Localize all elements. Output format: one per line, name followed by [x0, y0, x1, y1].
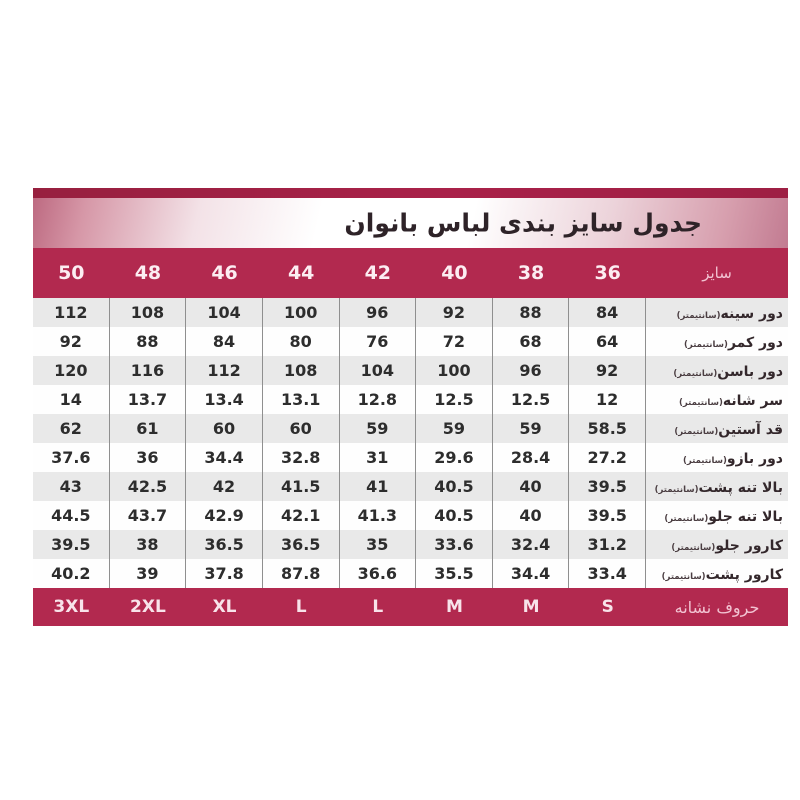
value-cell: 104 — [186, 298, 263, 327]
table-footer-row — [33, 588, 788, 626]
footer-letter-cell: M — [522, 597, 540, 617]
table-header-row — [33, 248, 788, 298]
value-cell: 43.7 — [110, 501, 187, 530]
value-cell: 39 — [110, 559, 187, 588]
row-label-cell — [646, 443, 788, 472]
value-cell: 72 — [416, 327, 493, 356]
row-label: دور سینه — [720, 306, 783, 322]
row-label-cell — [646, 327, 788, 356]
table-title: جدول سایز بندی لباس بانوان — [344, 208, 702, 238]
row-label-cell — [646, 530, 788, 559]
row-unit: (سانتیمتر) — [654, 485, 699, 495]
row-unit: (سانتیمتر) — [674, 427, 719, 437]
header-size-cell: 42 — [364, 262, 392, 284]
value-cell: 100 — [416, 356, 493, 385]
table-body — [33, 298, 788, 588]
header-size-cell: 48 — [134, 262, 162, 284]
row-label: قد آستین — [718, 422, 783, 438]
value-cell: 13.1 — [263, 385, 340, 414]
footer-letter-cell: 3XL — [53, 597, 90, 617]
value-cell: 12.5 — [416, 385, 493, 414]
value-cell: 112 — [33, 298, 110, 327]
row-unit: (سانتیمتر) — [673, 369, 718, 379]
value-cell: 59 — [340, 414, 417, 443]
value-cell: 13.7 — [110, 385, 187, 414]
table-row — [33, 356, 788, 385]
row-label: کارور جلو — [715, 538, 783, 554]
table-row — [33, 385, 788, 414]
row-label: دور باسن — [717, 364, 783, 380]
value-cell: 36 — [110, 443, 187, 472]
value-cell: 92 — [416, 298, 493, 327]
value-cell: 36.6 — [340, 559, 417, 588]
value-cell: 29.6 — [416, 443, 493, 472]
value-cell: 112 — [186, 356, 263, 385]
row-label: بالا تنه پشت — [698, 480, 783, 496]
value-cell: 100 — [263, 298, 340, 327]
header-size-cell: 40 — [441, 262, 468, 284]
row-unit: (سانتیمتر) — [684, 340, 728, 350]
value-cell: 104 — [340, 356, 417, 385]
value-cell: 37.8 — [186, 559, 263, 588]
size-header-label: سایز — [702, 264, 732, 282]
row-label-cell — [646, 559, 788, 588]
value-cell: 108 — [110, 298, 187, 327]
value-cell: 42.9 — [186, 501, 263, 530]
value-cell: 40.5 — [416, 472, 493, 501]
value-cell: 116 — [110, 356, 187, 385]
value-cell: 41.3 — [340, 501, 417, 530]
value-cell: 40 — [493, 472, 570, 501]
value-cell: 42.1 — [263, 501, 340, 530]
value-cell: 108 — [263, 356, 340, 385]
row-unit: (سانتیمتر) — [664, 514, 709, 524]
value-cell: 87.8 — [263, 559, 340, 588]
table-top-border — [33, 188, 788, 198]
value-cell: 42.5 — [110, 472, 187, 501]
value-cell: 42 — [186, 472, 263, 501]
table-title-band — [33, 198, 788, 248]
value-cell: 36.5 — [186, 530, 263, 559]
value-cell: 88 — [493, 298, 570, 327]
value-cell: 92 — [569, 356, 646, 385]
row-label-cell — [646, 385, 788, 414]
value-cell: 40 — [493, 501, 570, 530]
value-cell: 84 — [569, 298, 646, 327]
value-cell: 35.5 — [416, 559, 493, 588]
row-unit: (سانتیمتر) — [676, 311, 721, 321]
value-cell: 31 — [340, 443, 417, 472]
letters-header-label: حروف نشانه — [674, 597, 760, 617]
footer-letter-cell: L — [372, 597, 384, 617]
value-cell: 68 — [493, 327, 570, 356]
value-cell: 27.2 — [569, 443, 646, 472]
value-cell: 44.5 — [33, 501, 110, 530]
footer-letter-cell: S — [601, 597, 614, 617]
row-label: دور کمر — [727, 335, 783, 351]
value-cell: 12.8 — [340, 385, 417, 414]
value-cell: 96 — [340, 298, 417, 327]
row-label-cell — [646, 298, 788, 327]
value-cell: 12 — [569, 385, 646, 414]
size-chart-table — [33, 188, 788, 626]
row-unit: (سانتیمتر) — [661, 572, 706, 582]
value-cell: 14 — [33, 385, 110, 414]
value-cell: 38 — [110, 530, 187, 559]
table-row — [33, 327, 788, 356]
row-label-cell — [646, 472, 788, 501]
table-row — [33, 472, 788, 501]
value-cell: 41 — [340, 472, 417, 501]
value-cell: 39.5 — [569, 472, 646, 501]
footer-letter-cell: XL — [212, 597, 237, 617]
value-cell: 13.4 — [186, 385, 263, 414]
row-label-cell — [646, 356, 788, 385]
value-cell: 64 — [569, 327, 646, 356]
value-cell: 31.2 — [569, 530, 646, 559]
value-cell: 12.5 — [493, 385, 570, 414]
value-cell: 76 — [340, 327, 417, 356]
value-cell: 62 — [33, 414, 110, 443]
footer-letter-cell: L — [295, 597, 307, 617]
value-cell: 39.5 — [569, 501, 646, 530]
header-size-cell: 36 — [594, 262, 621, 284]
table-row — [33, 443, 788, 472]
header-size-cell: 38 — [517, 262, 545, 284]
table-row — [33, 501, 788, 530]
value-cell: 60 — [263, 414, 340, 443]
value-cell: 40.2 — [33, 559, 110, 588]
value-cell: 80 — [263, 327, 340, 356]
row-label: سر شانه — [722, 393, 783, 409]
value-cell: 96 — [493, 356, 570, 385]
value-cell: 84 — [186, 327, 263, 356]
value-cell: 34.4 — [493, 559, 570, 588]
table-row — [33, 414, 788, 443]
value-cell: 59 — [493, 414, 570, 443]
value-cell: 59 — [416, 414, 493, 443]
row-label: بالا تنه جلو — [708, 509, 783, 525]
value-cell: 43 — [33, 472, 110, 501]
value-cell: 40.5 — [416, 501, 493, 530]
value-cell: 39.5 — [33, 530, 110, 559]
header-size-cell: 44 — [287, 262, 315, 284]
row-label-cell — [646, 501, 788, 530]
table-row — [33, 298, 788, 327]
value-cell: 37.6 — [33, 443, 110, 472]
value-cell: 92 — [33, 327, 110, 356]
value-cell: 32.8 — [263, 443, 340, 472]
value-cell: 120 — [33, 356, 110, 385]
row-label: کارور پشت — [705, 567, 783, 583]
value-cell: 28.4 — [493, 443, 570, 472]
value-cell: 36.5 — [263, 530, 340, 559]
value-cell: 61 — [110, 414, 187, 443]
row-label: دور بازو — [726, 451, 783, 467]
value-cell: 58.5 — [569, 414, 646, 443]
value-cell: 32.4 — [493, 530, 570, 559]
value-cell: 35 — [340, 530, 417, 559]
value-cell: 33.4 — [569, 559, 646, 588]
table-row — [33, 530, 788, 559]
header-size-cell: 50 — [58, 262, 85, 284]
table-row — [33, 559, 788, 588]
value-cell: 60 — [186, 414, 263, 443]
row-unit: (سانتیمتر) — [682, 456, 727, 466]
row-unit: (سانتیمتر) — [678, 398, 723, 408]
value-cell: 41.5 — [263, 472, 340, 501]
value-cell: 33.6 — [416, 530, 493, 559]
footer-letter-cell: 2XL — [130, 597, 166, 617]
footer-letter-cell: M — [445, 597, 463, 617]
header-size-cell: 46 — [211, 262, 238, 284]
row-unit: (سانتیمتر) — [671, 543, 716, 553]
row-label-cell — [646, 414, 788, 443]
value-cell: 34.4 — [186, 443, 263, 472]
value-cell: 88 — [110, 327, 187, 356]
